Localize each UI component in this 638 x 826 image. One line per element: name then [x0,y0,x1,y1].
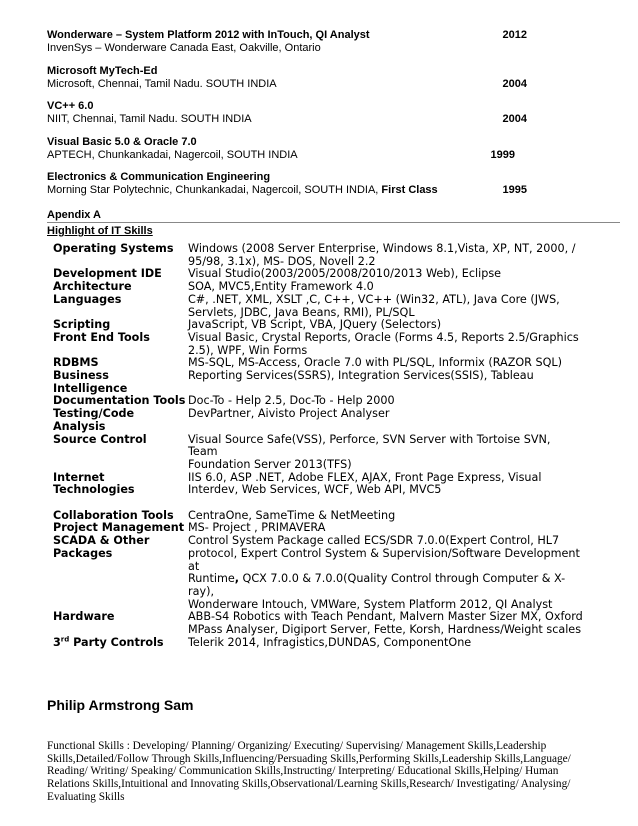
skill-desc [188,370,583,395]
skill-line: DevPartner, Aivisto Project Analyser [188,407,390,421]
education-year: 2004 [502,113,527,125]
education-entry [47,100,527,126]
education-detail: NIIT, Chennai, Tamil Nadu. SOUTH INDIA [47,113,252,125]
skill-line: IIS 6.0, ASP .NET, Adobe FLEX, AJAX, Front Page Express, Visual [188,470,542,484]
skill-desc [188,535,583,611]
education-title: Wonderware – System Platform 2012 with InTouch, QI Analyst [47,29,370,41]
skill-line: Interdev, Web Services, WCF, Web API, MVC5 [188,483,442,497]
education-year: 1995 [502,184,527,196]
skill-label: Development IDE [53,267,162,281]
skill-row [53,243,583,268]
skill-label: RDBMS [53,356,99,370]
education-year: 1999 [490,149,515,161]
skill-line: C#, .NET, XML, XSLT ,C, C++, VC++ (Win32, ATL), Java Core (JWS, [188,292,560,306]
skill-row [53,294,583,319]
skill-line: MS- Project , PRIMAVERA [188,521,326,535]
skill-row [53,332,583,357]
skill-line: SOA, MVC5,Entity Framework 4.0 [188,280,374,294]
skill-desc [188,472,583,497]
skill-row [53,611,583,636]
skill-label [53,408,188,433]
skill-label: Languages [53,292,122,306]
education-year: 2004 [502,78,527,90]
skill-line: Runtime, QCX 7.0.0 & 7.0.0(Quality Control through Computer & X-ray), [188,572,566,598]
skill-row [53,434,583,472]
skill-label: 3rd Party Controls [53,635,164,649]
education-detail-emphasis: First Class [381,184,438,196]
skill-label: Collaboration Tools [53,508,174,522]
skill-label: Front End Tools [53,330,150,344]
skill-row [53,535,583,611]
spacer [53,497,583,510]
skill-line: Servlets, JDBC, Java Beans, RMI), PL/SQL [188,305,415,319]
education-entry [47,65,527,91]
skill-desc [188,408,583,433]
skill-label [53,370,188,395]
highlight-heading: Highlight of IT Skills [47,225,153,237]
skill-label-line: Analysis [53,419,106,433]
skill-line: Windows (2008 Server Enterprise, Windows 8.1,Vista, XP, NT, 2000, / [188,242,576,255]
skill-row [53,370,583,395]
skill-line: Telerik 2014, Infragistics,DUNDAS, ComponentOne [188,635,472,649]
skill-label-line: Technologies [53,483,135,497]
skill-line: Visual Basic, Crystal Reports, Oracle (Forms 4.5, Reports 2.5/Graphics [188,330,579,344]
education-detail: InvenSys – Wonderware Canada East, Oakville, Ontario [47,42,321,54]
skill-label-line: Business [53,369,109,383]
education-detail: APTECH, Chunkankadai, Nagercoil, SOUTH INDIA [47,149,298,161]
education-title: Visual Basic 5.0 & Oracle 7.0 [47,136,197,148]
skill-line: ABB-S4 Robotics with Teach Pendant, Malvern Master Sizer MX, Oxford [188,610,583,624]
skill-line: Control System Package called ECS/SDR 7.0.0(Expert Control, HL7 [188,534,560,548]
person-name: Philip Armstrong Sam [47,697,194,713]
functional-skills: Functional Skills : Developing/ Planning/ Organizing/ Executing/ Supervising/ Management Skills,Leadership Skills,Detailed/Follow Through Skills,Influencing/Persuading Skills,Performing Skills,Leadership Skills,Language/ Reading/ Writing/ Speaking/ Communication Skills,Instructing/ Interpreting/ Educational Skills,Helping/ Human Relations Skills,Intuitional and Innovating Skills,Observational/Learning Skills,Research/ Investigating/ Analysing/ Evaluating Skills [47,740,571,803]
skill-line: Doc-To - Help 2.5, Doc-To - Help 2000 [188,394,395,408]
education-entry [47,136,527,162]
skill-line: Wonderware Intouch, VMWare, System Platform 2012, QI Analyst [188,597,553,611]
skill-line: 95/98, 3.1x), MS- DOS, Novell 2.2 [188,254,376,268]
section-divider [47,222,620,223]
skill-desc [188,434,583,472]
skill-line: Visual Source Safe(VSS), Perforce, SVN Server with Tortoise SVN, Team [188,432,551,459]
skill-label: Hardware [53,610,115,624]
education-entry [47,171,527,197]
skill-line: Foundation Server 2013(TFS) [188,457,352,471]
skill-label: Operating Systems [53,242,174,255]
skill-desc [188,332,583,357]
skill-line: MPass Analyser, Digiport Server, Fette, Korsh, Hardness/Weight scales [188,623,582,637]
skill-line: CentraOne, SameTime & NetMeeting [188,508,396,522]
skill-line: Visual Studio(2003/2005/2008/2010/2013 Web), Eclipse [188,267,502,281]
education-detail: Microsoft, Chennai, Tamil Nadu. SOUTH INDIA [47,78,277,90]
skill-line: MS-SQL, MS-Access, Oracle 7.0 with PL/SQL, Informix (RAZOR SQL) [188,356,562,370]
education-entry [47,29,527,55]
skill-label-line: Testing/Code [53,407,135,421]
education-title: Electronics & Communication Engineering [47,171,271,183]
skill-desc [188,611,583,636]
appendix-heading: Apendix A [47,209,101,221]
skill-row [53,637,583,650]
skill-row [53,408,583,433]
skill-label: Documentation Tools [53,394,186,408]
skill-label [53,472,188,497]
skill-label-line: SCADA & Other [53,534,150,548]
skill-line: JavaScript, VB Script, VBA, JQuery (Selectors) [188,318,442,332]
skill-desc [188,294,583,319]
skill-row [53,472,583,497]
education-title: Microsoft MyTech-Ed [47,65,158,77]
skill-line: Reporting Services(SSRS), Integration Services(SSIS), Tableau [188,369,534,383]
skills-table [53,243,583,649]
skill-label: Scripting [53,318,111,332]
skill-line: protocol, Expert Control System & Supervision/Software Development at [188,546,580,573]
education-title: VC++ 6.0 [47,100,94,112]
skill-label: Source Control [53,432,147,446]
skill-label: Project Management [53,521,185,535]
skill-label-line: Internet [53,470,105,484]
skill-label [53,535,188,611]
skill-desc [188,281,583,294]
skill-label: Architecture [53,280,132,294]
skill-line: 2.5), WPF, Win Forms [188,343,308,357]
skill-row [53,281,583,294]
skill-label-line: Intelligence [53,381,128,395]
education-year: 2012 [502,29,527,41]
education-detail: Morning Star Polytechnic, Chunkankadai, Nagercoil, SOUTH INDIA, [47,184,382,196]
skill-desc [188,637,583,650]
skill-label-line: Packages [53,546,113,560]
skill-desc [188,243,583,268]
